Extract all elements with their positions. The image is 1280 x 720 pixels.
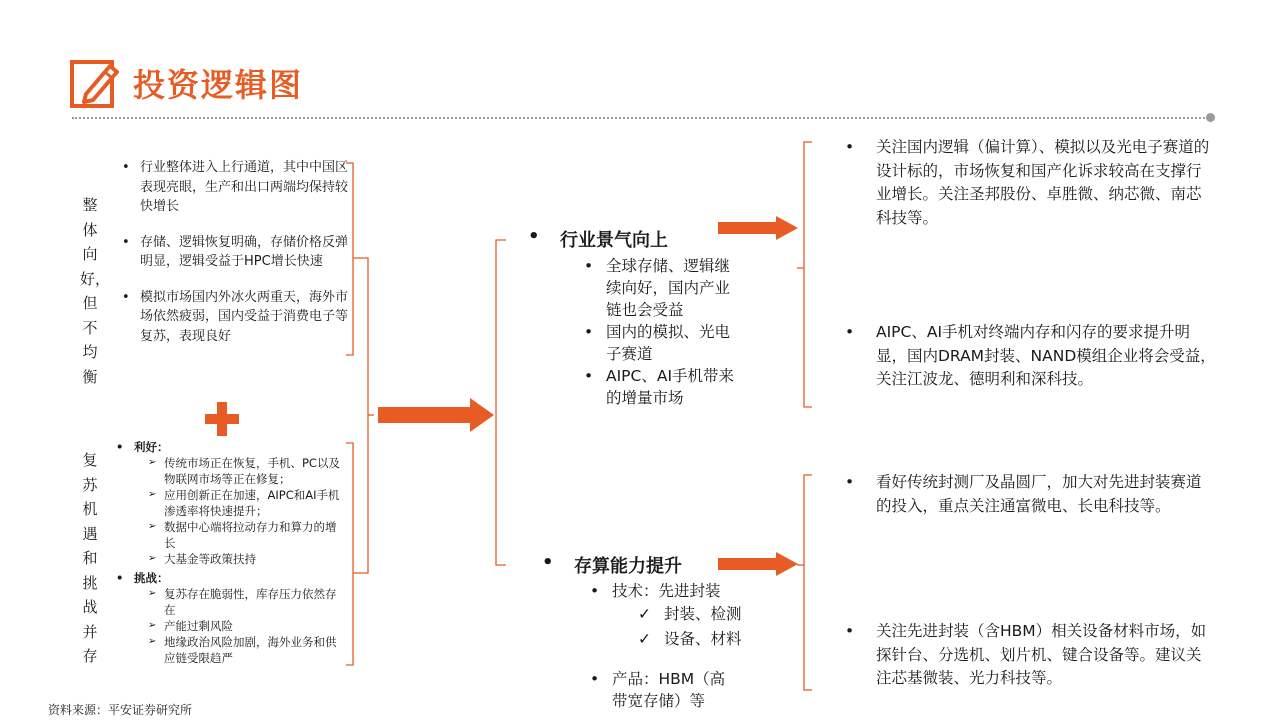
section2-label: 复苏机遇和挑战并存: [82, 451, 98, 665]
list-item: • 产品：HBM（高带宽存储）等: [582, 668, 732, 712]
box2-product: [582, 668, 732, 712]
center-box-2: [542, 552, 782, 712]
box2-tech: [582, 580, 782, 602]
right-item-4: 关注先进封装（含HBM）相关设备材料市场，如探针台、分选机、划片机、键合设备等。建议关注芯基微装、光力科技等。: [876, 622, 1207, 687]
list-item: • 全球存储、逻辑继续向好，国内产业链也会受益: [576, 255, 736, 321]
right-item-3: 看好传统封测厂及晶圆厂，加大对先进封装赛道的投入，重点关注通富微电、长电科技等。: [876, 473, 1202, 515]
section2-content: [116, 439, 346, 666]
list-item: • 存储、逻辑恢复明确，存储价格反弹明显，逻辑受益于HPC增长快速: [120, 233, 348, 272]
list-item: • 国内的模拟、光电子赛道: [576, 321, 736, 365]
list-item: ➢ 产能过剩风险: [142, 618, 346, 634]
list-item: • 行业整体进入上行通道，其中中国区表现亮眼，生产和出口两端均保持较快增长: [120, 158, 348, 217]
box1-title: • 行业景气向上: [528, 226, 728, 252]
list-item: ➢ 数据中心端将拉动存力和算力的增长: [142, 519, 346, 551]
list-item: ✓ 设备、材料: [620, 627, 782, 652]
bullet-icon: •: [845, 138, 855, 156]
bracket-right-bottom: [804, 475, 812, 690]
bracket-section2: [346, 443, 353, 665]
challenge-title: • 挑战：: [116, 570, 346, 586]
list-item: ➢ 应用创新正在加速，AIPC和AI手机渗透率将快速提升；: [142, 487, 346, 519]
center-box-1: [528, 226, 735, 409]
box2-checks: [620, 602, 782, 652]
bracket-combined: [360, 258, 368, 573]
challenge-list: [142, 586, 346, 666]
section1-label: 整体向好，但不均衡: [80, 196, 111, 386]
list-item: ✓ 封装、检测: [620, 602, 782, 627]
right-item-2: AIPC、AI手机对终端内存和闪存的要求提升明显，国内DRAM封装、NAND模组企业将会受益，关注江波龙、德明利和深科技。: [876, 323, 1216, 388]
section1-bullets: [120, 158, 348, 346]
list-item: • 模拟市场国内外冰火两重天，海外市场依然疲弱，国内受益于消费电子等复苏，表现良好: [120, 288, 348, 347]
bullet-icon: •: [845, 622, 855, 640]
arrow-top-icon: [718, 216, 798, 240]
right-item-1: 关注国内逻辑（偏计算）、模拟以及光电子赛道的设计标的，市场恢复和国产化诉求较高在支撑行业增长。关注圣邦股份、卓胜微、纳芯微、南芯科技等。: [876, 138, 1210, 227]
bullet-icon: •: [845, 473, 855, 491]
list-item: ➢ 大基金等政策扶持: [142, 551, 346, 567]
source-note: 资料来源：平安证券研究所: [48, 703, 193, 717]
list-item: • 技术：先进封装: [582, 580, 782, 602]
bracket-center: [496, 240, 506, 565]
list-item: ➢ 传统市场正在恢复，手机、PC以及物联网市场等正在修复；: [142, 455, 346, 487]
main-arrow-icon: [378, 398, 494, 432]
box1-list: [576, 255, 736, 409]
positive-list: [142, 455, 346, 567]
plus-icon: [205, 402, 239, 436]
list-item: ➢ 复苏存在脆弱性，库存压力依然存在: [142, 586, 346, 618]
box2-title: • 存算能力提升: [542, 552, 782, 578]
bullet-icon: •: [845, 323, 855, 341]
list-item: ➢ 地缘政治风险加剧，海外业务和供应链受限趋严: [142, 634, 346, 666]
positive-title: • 利好：: [116, 439, 346, 455]
bracket-right-top: [804, 142, 812, 407]
list-item: • AIPC、AI手机带来的增量市场: [576, 365, 736, 409]
page-title: 投资逻辑图: [133, 66, 304, 104]
